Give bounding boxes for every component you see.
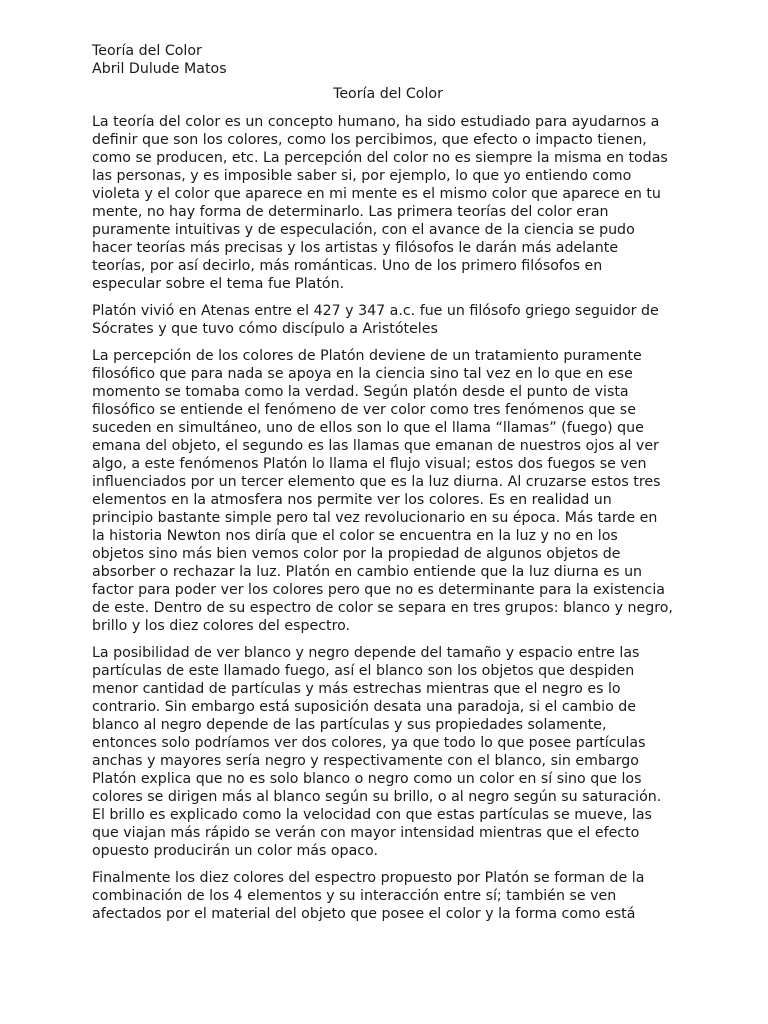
text-line: Finalmente los diez colores del espectro propuesto por Platón se forman de la [92,870,645,886]
text-line: emana del objeto, el segundo es las llamas que emanan de nuestros ojos al ver [92,438,659,454]
paragraph [92,869,684,923]
text-line: filosófico se entiende el fenómeno de ver color como tres fenómenos que se [92,402,636,418]
paragraph [92,644,684,860]
text-line: filosófico que para nada se apoya en la ciencia sino tal vez en lo que en ese [92,366,633,382]
text-line: suceden en simultáneo, uno de ellos son lo que el llama “llamas” (fuego) que [92,420,644,436]
document-title: Teoría del Color [333,86,443,102]
text-line: entonces solo podríamos ver dos colores, ya que todo lo que posee partículas [92,735,646,751]
document-page [92,42,684,932]
text-line: las personas, y es imposible saber si, por ejemplo, lo que yo entiendo como [92,168,632,184]
paragraph [92,113,684,293]
text-line: colores se dirigen más al blanco según su brillo, o al negro según su saturación. [92,789,662,805]
text-line: violeta y el color que aparece en mi mente es el mismo color que aparece en tu [92,186,661,202]
text-line: El brillo es explicado como la velocidad con que estas partículas se mueve, las [92,807,652,823]
text-line: influenciados por un tercer elemento que es la luz diurna. Al cruzarse estos tres [92,474,661,490]
paragraph [92,347,684,635]
document-body [92,113,684,923]
text-line: objetos sino más bien vemos color por la propiedad de algunos objetos de [92,546,621,562]
text-line: la historia Newton nos diría que el color se encuentra en la luz y no en los [92,528,618,544]
text-line: contrario. Sin embargo está suposición desata una paradoja, si el cambio de [92,699,637,715]
text-line: Platón explica que no es solo blanco o negro como un color en sí sino que los [92,771,642,787]
text-line: puramente intuitivas y de especulación, con el avance de la ciencia se pudo [92,222,635,238]
text-line: menor cantidad de partículas y más estrechas mientras que el negro es lo [92,681,621,697]
text-line: definir que son los colores, como los percibimos, que efecto o impacto tienen, [92,132,647,148]
header-subject: Teoría del Color [92,43,202,59]
text-line: elementos en la atmosfera nos permite ver los colores. Es en realidad un [92,492,612,508]
text-line: anchas y mayores sería negro y respectivamente con el blanco, sin embargo [92,753,639,769]
text-line: La posibilidad de ver blanco y negro depende del tamaño y espacio entre las [92,645,640,661]
text-line: algo, a este fenómenos Platón lo llama el flujo visual; estos dos fuegos se ven [92,456,647,472]
text-line: mente, no hay forma de determinarlo. Las primera teorías del color eran [92,204,609,220]
text-line: momento se tomaba como la verdad. Según platón desde el punto de vista [92,384,629,400]
text-line: especular sobre el tema fue Platón. [92,276,345,292]
header-author: Abril Dulude Matos [92,61,227,77]
text-line: principio bastante simple pero tal vez revolucionario en su época. Más tarde en [92,510,658,526]
text-line: de este. Dentro de su espectro de color se separa en tres grupos: blanco y negro, [92,600,673,616]
text-line: teorías, por así decirlo, más románticas. Uno de los primero filósofos en [92,258,603,274]
text-line: Sócrates y que tuvo cómo discípulo a Aristóteles [92,321,438,337]
text-line: absorber o rechazar la luz. Platón en cambio entiende que la luz diurna es un [92,564,643,580]
text-line: blanco al negro depende de las partículas y sus propiedades solamente, [92,717,607,733]
text-line: La percepción de los colores de Platón deviene de un tratamiento puramente [92,348,642,364]
text-line: brillo y los diez colores del espectro. [92,618,351,634]
text-line: opuesto producirán un color más opaco. [92,843,379,859]
text-line: La teoría del color es un concepto humano, ha sido estudiado para ayudarnos a [92,114,660,130]
text-line: factor para poder ver los colores pero que no es determinante para la existencia [92,582,665,598]
text-line: Platón vivió en Atenas entre el 427 y 347 a.c. fue un filósofo griego seguidor de [92,303,659,319]
text-line: hacer teorías más precisas y los artistas y filósofos le darán más adelante [92,240,619,256]
text-line: combinación de los 4 elementos y su interacción entre sí; también se ven [92,888,617,904]
text-line: afectados por el material del objeto que posee el color y la forma como está [92,906,636,922]
text-line: que viajan más rápido se verán con mayor intensidad mientras que el efecto [92,825,640,841]
paragraph [92,302,684,338]
text-line: partículas de este llamado fuego, así el blanco son los objetos que despiden [92,663,635,679]
text-line: como se producen, etc. La percepción del color no es siempre la misma en todas [92,150,668,166]
